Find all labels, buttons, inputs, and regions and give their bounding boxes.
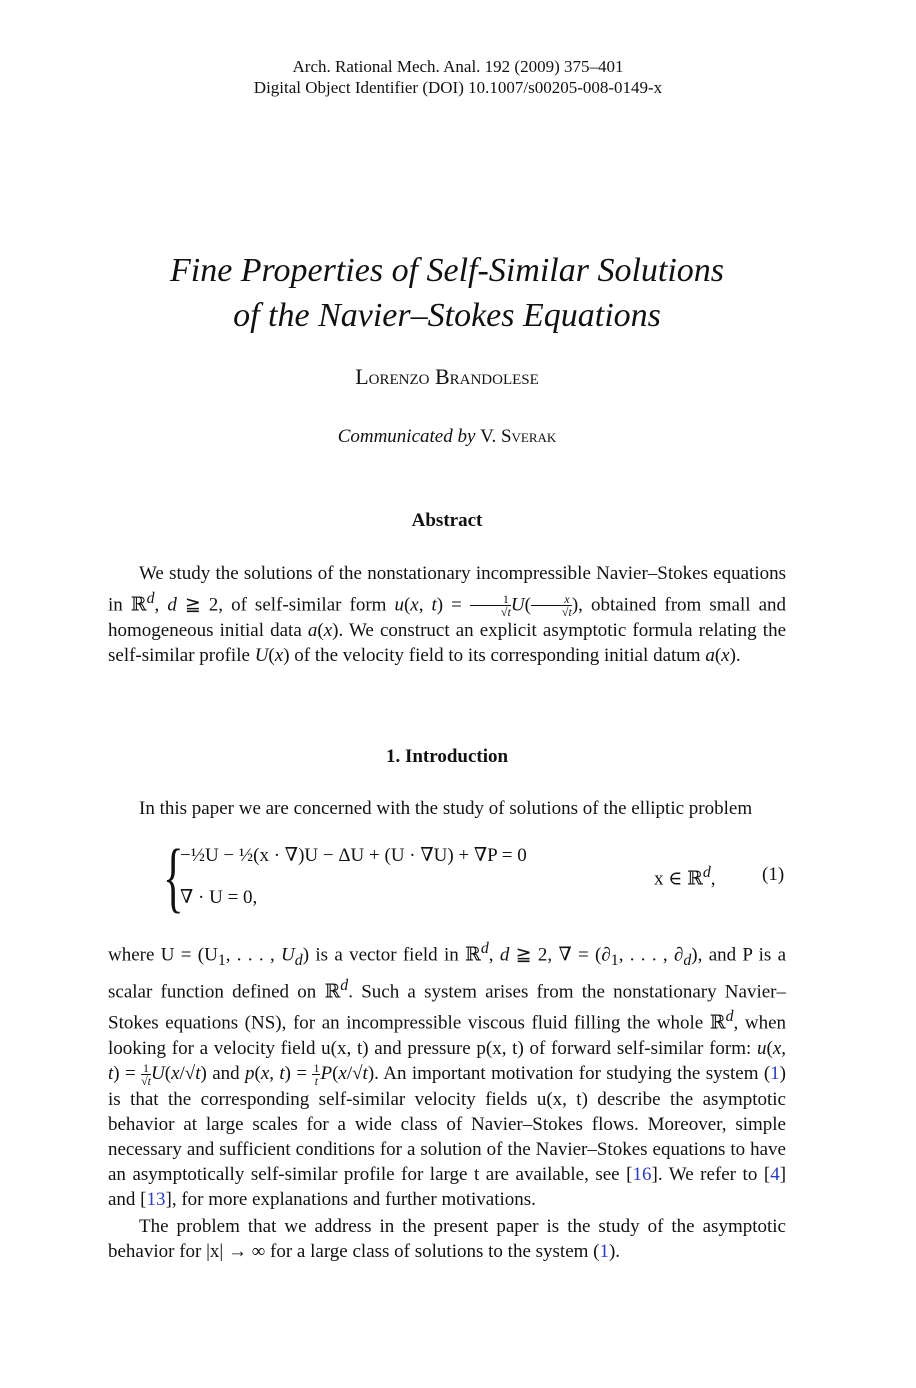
p1-d: Such a system arises from the nonstationary Navier–Stokes equations (NS), for an incompressible viscous fluid filling the whole ℝ <box>108 981 786 1034</box>
paper-title-line-1: Fine Properties of Self-Similar Solutions <box>169 252 725 289</box>
equation-line-1: −½U − ½(x · ∇)U − ΔU + (U · ∇U) + ∇P = 0 <box>180 845 527 866</box>
equation-line-2: ∇ · U = 0, <box>180 887 258 908</box>
equation-number: (1) <box>762 864 785 885</box>
abstract-text-e: of the velocity field to its corresponding initial datum <box>294 645 701 667</box>
communicated-prefix: Communicated by <box>337 426 476 447</box>
p1-i: for more explanations and further motivations. <box>181 1188 536 1210</box>
abstract-body: We study the solutions of the nonstationary incompressible Navier–Stokes equations in ℝ$^d$, d ≧ 2, of self-similar form u(x, t) = $\frac{1}{√t}$ U( $\frac{x}{√t}$ ), obtained from small and homogeneous initial data a(x). We construct an explicit asymptotic formula relating the self-similar profile U(x) of the velocity field to its corresponding initial datum a(x). <box>108 563 787 667</box>
communicated-by <box>0 426 894 448</box>
p1-f: An important motivation for studying the system <box>383 1062 759 1084</box>
ref-eq-1[interactable]: 1 <box>770 1062 780 1084</box>
p1-a: where U = (U <box>108 944 218 966</box>
communicator-name: V. Sverak <box>480 426 557 447</box>
p1-g: is that the corresponding self-similar velocity fields u(x, t) describe the asymptotic behavior at large scales for a wide class of Navier–Stokes flows. Moreover, simple necessary and sufficient conditions for a solution of the Navier–Stokes equations to have an asymptotically self-similar profile for large t are available, see <box>108 1088 786 1185</box>
paper-title-line-2: of the Navier–Stokes Equations <box>233 297 661 334</box>
ref-eq-1-second[interactable]: 1 <box>599 1241 609 1262</box>
p1-e: when looking for a velocity field u(x, t) and pressure p(x, t) of forward self-similar form: <box>108 1012 787 1059</box>
ref-13[interactable]: 13 <box>146 1188 166 1210</box>
p1-h: We refer to <box>668 1163 758 1185</box>
abstract-text-d: We construct an explicit asymptotic formula relating the self-similar profile <box>108 620 787 667</box>
p2-a: The problem that we address in the present paper is the study of the asymptotic behavior for |x| → ∞ for a large class of solutions to the system <box>108 1216 786 1262</box>
abstract-heading: Abstract <box>411 510 483 531</box>
system-brace: { <box>163 833 184 920</box>
equation-condition: x ∈ ℝ$^d$, <box>654 864 716 890</box>
abstract-text-b: of self-similar form <box>231 594 387 616</box>
introduction-heading: 1. Introduction <box>385 746 509 767</box>
intro-lead: In this paper we are concerned with the study of solutions of the elliptic problem <box>139 798 753 819</box>
p1-b: is a vector field in ℝ <box>315 944 481 966</box>
journal-citation: Arch. Rational Mech. Anal. 192 (2009) 375–401 <box>292 57 624 76</box>
intro-paragraph-2: The problem that we address in the present paper is the study of the asymptotic behavior for |x| → ∞ for a large class of solutions to the system (1). <box>108 1216 786 1262</box>
ref-16[interactable]: 16 <box>632 1163 652 1185</box>
intro-paragraph-1: where $U = (U_1$, . . . , $U_d$) is a vector field in ℝ$^d$, d ≧ 2, ∇ = ($\partial_1$, . . . , $\partial_d$), and P is a scalar function defined on ℝ$^d$. Such a system arises from the nonstationary Navier–Stokes equations (NS), for an incompressible viscous fluid filling the whole ℝ$^d$, when looking for a velocity field u(x, t) and pressure p(x, t) of forward self-similar form: u(x, t) = $\frac{1}{√t}$ U(x/√t) and p(x, t) = $\frac{1}{t}$ P(x/√t). An important motivation for studying the system (1) is that the corresponding self-similar velocity fields u(x, t) describe the asymptotic behavior at large scales for a wide class of Navier–Stokes flows. Moreover, simple necessary and sufficient conditions for a solution of the Navier–Stokes equations to have an asymptotically self-similar profile for large t are available, see [16]. We refer to [4] and [13], for more explanations and further motivations. <box>108 940 787 1210</box>
ref-4[interactable]: 4 <box>770 1163 780 1185</box>
equation-condition-text: x ∈ ℝ <box>654 868 703 890</box>
author-name: Lorenzo Brandolese <box>355 364 539 389</box>
p1-c: and P is a scalar function defined on ℝ <box>108 944 787 1003</box>
abstract-text-a: We study the solutions of the nonstationary incompressible Navier–Stokes equations in ℝ <box>108 563 786 616</box>
doi-line: Digital Object Identifier (DOI) 10.1007/s00205-008-0149-x <box>253 78 663 97</box>
abstract-text-c: obtained from small and homogeneous initial data <box>108 594 786 642</box>
